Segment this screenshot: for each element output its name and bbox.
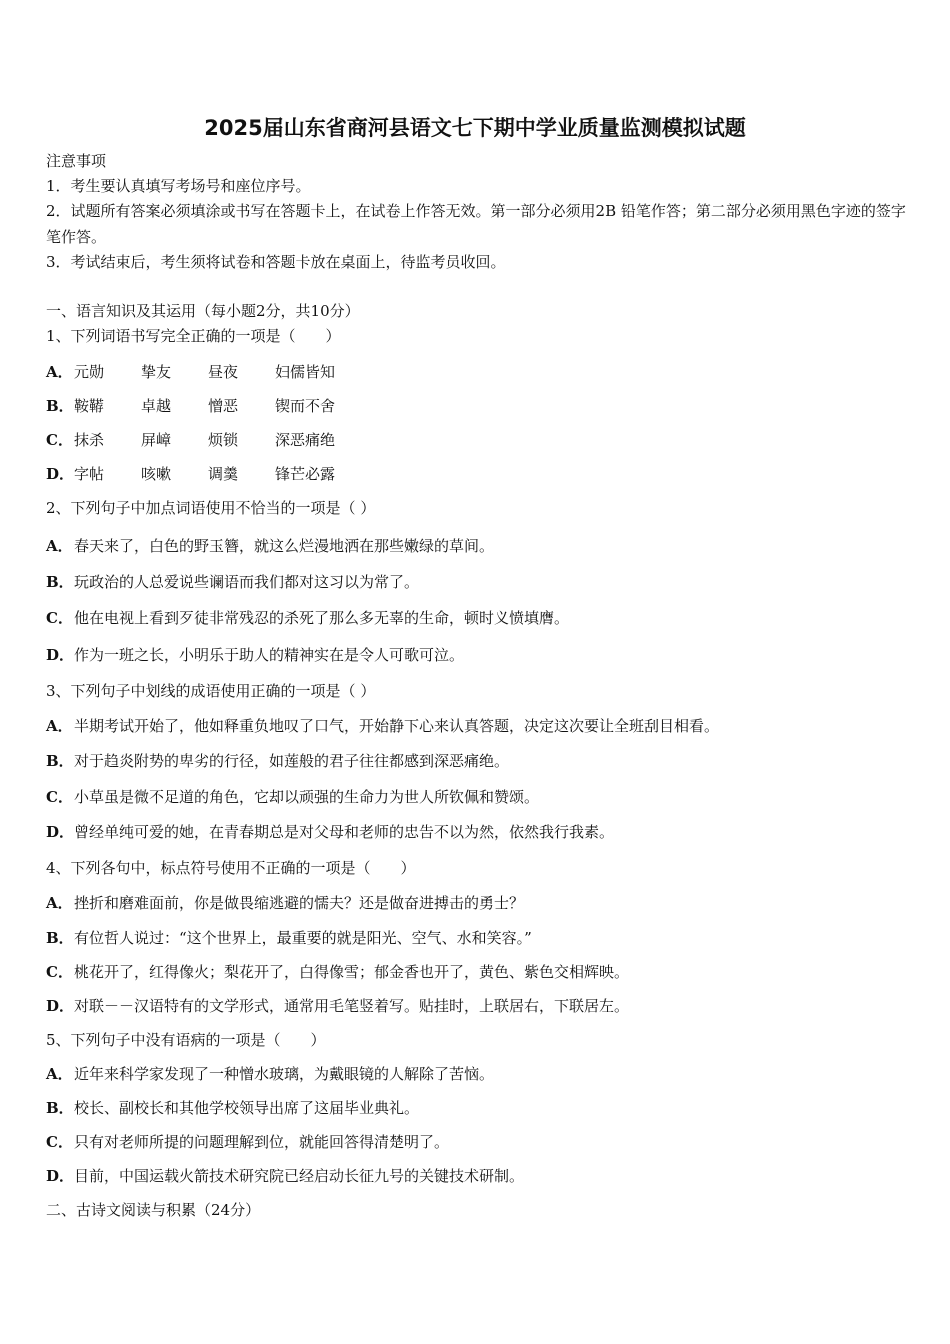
option-letter: B．	[46, 573, 74, 591]
option-letter: A．	[46, 1065, 73, 1083]
option-letter: A．	[46, 894, 73, 912]
option-text: 挫折和磨难面前，你是做畏缩逃避的懦夫？还是做奋进搏击的勇士？	[74, 894, 525, 912]
option-text: 作为一班之长，小明乐于助人的精神实在是令人可歌可泣。	[74, 646, 465, 664]
option-text: 近年来科学家发现了一种憎水玻璃，为戴眼镜的人解除了苦恼。	[74, 1065, 495, 1083]
question-5-option-a	[46, 1064, 494, 1084]
question-4-option-d	[46, 996, 629, 1016]
option-letter: C．	[46, 609, 73, 627]
option-letter: D．	[46, 997, 75, 1015]
question-4-stem: 4、下列各句中，标点符号使用不正确的一项是（ ）	[46, 859, 416, 877]
option-letter: B．	[46, 752, 74, 770]
option-word: 昼夜	[208, 363, 239, 381]
option-word: 锲而不舍	[275, 397, 336, 415]
option-letter: B．	[46, 929, 74, 947]
option-text: 校长、副校长和其他学校领导出席了这届毕业典礼。	[74, 1099, 420, 1117]
option-text: 只有对老师所提的问题理解到位，就能回答得清楚明了。	[74, 1133, 450, 1151]
option-letter: D．	[46, 465, 75, 483]
option-word: 调羹	[208, 465, 239, 483]
question-5-option-d	[46, 1166, 524, 1186]
question-3-option-c	[46, 787, 539, 807]
option-word: 咳嗽	[141, 465, 172, 483]
question-4-option-c	[46, 962, 629, 982]
question-4-option-b	[46, 928, 532, 948]
option-word: 憎恶	[208, 397, 239, 415]
question-3-option-b	[46, 751, 509, 771]
option-text: 对于趋炎附势的卑劣的行径，如莲般的君子往往都感到深恶痛绝。	[74, 752, 510, 770]
option-letter: A．	[46, 537, 73, 555]
question-3-option-d	[46, 822, 614, 842]
question-2-stem: 2、下列句子中加点词语使用不恰当的一项是（ ）	[46, 499, 376, 517]
option-letter: C．	[46, 431, 73, 449]
option-letter: A．	[46, 717, 73, 735]
option-text: 曾经单纯可爱的她，在青春期总是对父母和老师的忠告不以为然，依然我行我素。	[74, 823, 615, 841]
option-text: 目前，中国运载火箭技术研究院已经启动长征九号的关键技术研制。	[74, 1167, 525, 1185]
question-2-option-a	[46, 536, 494, 556]
option-word: 字帖	[74, 465, 105, 483]
option-word: 妇儒皆知	[275, 363, 336, 381]
option-text: 对联－－汉语特有的文学形式，通常用毛笔竖着写。贴挂时，上联居右，下联居左。	[74, 997, 630, 1015]
question-2-option-d	[46, 645, 464, 665]
question-2-option-c	[46, 608, 569, 628]
option-text: 春天来了，白色的野玉簪，就这么烂漫地洒在那些嫩绿的草间。	[74, 537, 495, 555]
option-letter: D．	[46, 1167, 75, 1185]
question-5-stem: 5、下列句子中没有语病的一项是（ ）	[46, 1031, 326, 1049]
option-word: 鞍鞯	[74, 397, 105, 415]
option-word: 抹杀	[74, 431, 105, 449]
option-word: 锋芒必露	[275, 465, 336, 483]
question-1-option-b	[46, 396, 335, 416]
question-1-stem: 1、下列词语书写完全正确的一项是（ ）	[46, 327, 341, 345]
option-letter: A．	[46, 363, 73, 381]
question-2-option-b	[46, 572, 419, 592]
option-letter: D．	[46, 646, 75, 664]
option-text: 小草虽是微不足道的角色，它却以顽强的生命力为世人所钦佩和赞颂。	[74, 788, 540, 806]
notice-item-3: 3．考试结束后，考生须将试卷和答题卡放在桌面上，待监考员收回。	[46, 253, 506, 271]
option-word: 烦锁	[208, 431, 239, 449]
option-letter: B．	[46, 397, 74, 415]
question-4-option-a	[46, 893, 524, 913]
notice-item-1: 1．考生要认真填写考场号和座位序号。	[46, 177, 311, 195]
question-5-option-c	[46, 1132, 449, 1152]
option-text: 他在电视上看到歹徒非常残忍的杀死了那么多无辜的生命，顿时义愤填膺。	[74, 609, 570, 627]
question-5-option-b	[46, 1098, 419, 1118]
option-letter: C．	[46, 788, 73, 806]
option-word: 屏嶂	[141, 431, 172, 449]
option-letter: C．	[46, 963, 73, 981]
option-word: 卓越	[141, 397, 172, 415]
question-1-option-c	[46, 430, 335, 450]
option-word: 深恶痛绝	[275, 431, 336, 449]
section-2-heading: 二、古诗文阅读与积累（24分）	[46, 1201, 261, 1219]
section-1-heading: 一、语言知识及其运用（每小题2分，共10分）	[46, 302, 360, 320]
option-letter: B．	[46, 1099, 74, 1117]
notice-item-2: 2．试题所有答案必须填涂或书写在答题卡上，在试卷上作答无效。第一部分必须用2B 铅笔作答；第二部分必须用黑色字迹的签字笔作答。	[46, 202, 906, 246]
exam-title: 2025届山东省商河县语文七下期中学业质量监测模拟试题	[204, 116, 746, 140]
notice-heading: 注意事项	[46, 152, 107, 170]
option-letter: D．	[46, 823, 75, 841]
question-3-stem: 3、下列句子中划线的成语使用正确的一项是（ ）	[46, 682, 376, 700]
question-1-option-a	[46, 362, 335, 382]
option-word: 元勋	[74, 363, 105, 381]
option-letter: C．	[46, 1133, 73, 1151]
option-text: 玩政治的人总爱说些谰语而我们都对这习以为常了。	[74, 573, 420, 591]
option-text: 有位哲人说过：“这个世界上，最重要的就是阳光、空气、水和笑容。”	[74, 929, 532, 947]
option-text: 半期考试开始了，他如释重负地叹了口气，开始静下心来认真答题，决定这次要让全班刮目相看。	[74, 717, 720, 735]
question-3-option-a	[46, 716, 719, 736]
option-word: 挚友	[141, 363, 172, 381]
question-1-option-d	[46, 464, 335, 484]
option-text: 桃花开了，红得像火；梨花开了，白得像雪；郁金香也开了，黄色、紫色交相辉映。	[74, 963, 630, 981]
